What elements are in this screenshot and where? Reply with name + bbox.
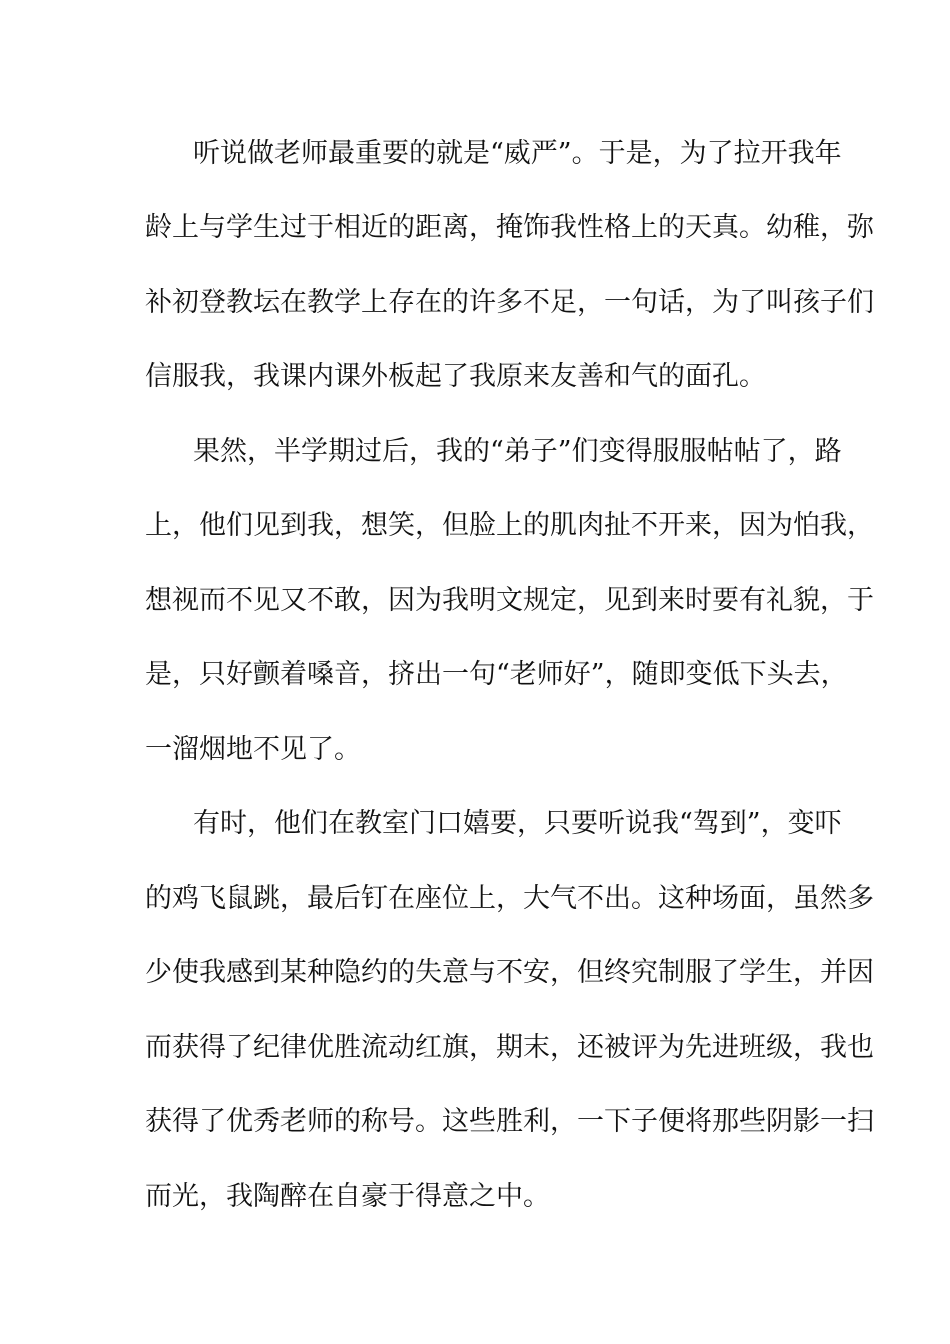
paragraph-2-line-5: 一溜烟地不见了。 [145,734,361,765]
paragraph-3-line-4: 而获得了纪律优胜流动红旗，期末，还被评为先进班级，我也 [145,1032,874,1063]
paragraph-2-line-1: 果然，半学期过后，我的“弟子”们变得服服帖帖了，路 [193,436,842,467]
paragraph-2-line-2: 上，他们见到我，想笑，但脸上的肌肉扯不开来，因为怕我， [145,510,874,541]
paragraph-1-line-4: 信服我，我课内课外板起了我原来友善和气的面孔。 [145,361,766,392]
paragraph-1-line-3: 补初登教坛在教学上存在的许多不足，一句话，为了叫孩子们 [145,287,874,318]
paragraph-3-line-3: 少使我感到某种隐约的失意与不安，但终究制服了学生，并因 [145,957,874,988]
paragraph-3-line-2: 的鸡飞鼠跳，最后钉在座位上，大气不出。这种场面，虽然多 [145,883,874,914]
paragraph-3-line-6: 而光，我陶醉在自豪于得意之中。 [145,1181,550,1212]
paragraph-3-line-1: 有时，他们在教室门口嬉要，只要听说我“驾到”，变吓 [193,808,842,839]
paragraph-2-line-3: 想视而不见又不敢，因为我明文规定，见到来时要有礼貌，于 [145,585,874,616]
paragraph-1-line-2: 龄上与学生过于相近的距离，掩饰我性格上的天真。幼稚，弥 [145,212,874,243]
paragraph-1-line-1: 听说做老师最重要的就是“威严”。于是，为了拉开我年 [193,138,842,169]
paragraph-2-line-4: 是，只好颤着嗓音，挤出一句“老师好”，随即变低下头去， [145,659,848,690]
paragraph-3-line-5: 获得了优秀老师的称号。这些胜利，一下子便将那些阴影一扫 [145,1106,874,1137]
